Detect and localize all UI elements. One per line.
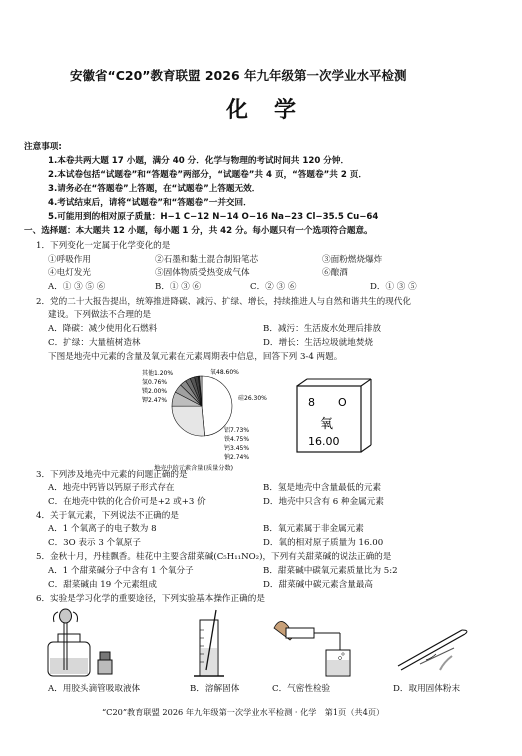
q2-option-d[interactable]: D．增长：生活垃圾就地焚烧	[263, 338, 374, 348]
q1-item-2: ②石墨和黏土混合制铅笔芯	[155, 255, 259, 265]
q6-option-d[interactable]: D．取用固体粉末	[393, 684, 461, 694]
q1-option-a[interactable]: A．① ③ ⑤ ⑥	[48, 282, 106, 292]
oxygen-element-card	[296, 378, 372, 454]
q2-option-b[interactable]: B．减污：生活废水处理后排放	[263, 324, 382, 334]
pie-xlabel: 地壳中的元素含量(质量分数)	[154, 465, 234, 472]
q4-option-d[interactable]: D．氧的相对原子质量为 16.00	[263, 538, 384, 548]
q1-option-b[interactable]: B．① ③ ⑥	[155, 282, 202, 292]
q3-option-b[interactable]: B．氢是地壳中含量最低的元素	[263, 483, 382, 493]
q1-item-6: ⑥酿酒	[322, 268, 348, 278]
q6-option-b[interactable]: B．溶解固体	[190, 684, 240, 694]
q4-stem: 4．关于氧元素，下列说法不正确的是	[36, 511, 179, 521]
q1-item-5: ⑤固体物质受热变成气体	[155, 268, 250, 278]
q4-option-c[interactable]: C．3O 表示 3 个氧原子	[48, 538, 141, 548]
q5-option-d[interactable]: D．甜菜碱中碳元素含量最高	[263, 580, 374, 590]
q5-option-b[interactable]: B．甜菜碱中碳氧元素质量比为 5:2	[263, 566, 398, 576]
pie-label-1: 硅26.30%	[238, 395, 267, 402]
note-2: 2.本试卷包括“试题卷”和“答题卷”两部分，“试题卷”共 4 页，“答题卷”共 2 页．	[48, 170, 367, 180]
q1-option-c[interactable]: C．② ③ ⑥	[250, 282, 297, 292]
pie-label-9: 其他1.20%	[142, 370, 174, 377]
exam-title: 安徽省“C20”教育联盟 2026 年九年级第一次学业水平检测	[70, 68, 407, 83]
q3-stem: 3．下列涉及地壳中元素的问题正确的是	[36, 470, 188, 480]
section-heading: 一、选择题：本大题共 12 小题，每小题 1 分，共 42 分。每小题只有一个选项符合题意。	[24, 226, 373, 236]
q1-option-d[interactable]: D．① ③ ⑤	[370, 282, 417, 292]
pie-label-8: 氢0.76%	[142, 379, 168, 386]
q1-item-1: ①呼吸作用	[48, 255, 91, 265]
q3-option-d[interactable]: D．地壳中只含有 6 种金属元素	[263, 497, 384, 507]
q5-option-c[interactable]: C．甜菜碱由 19 个元素组成	[48, 580, 157, 590]
pie-label-7: 镁2.00%	[142, 388, 168, 395]
note-3: 3.请务必在“答题卷”上答题，在“试题卷”上答题无效．	[48, 184, 261, 194]
note-4: 4.考试结束后，请将“试题卷”和“答题卷”一并交回．	[48, 198, 252, 208]
pie-label-6: 钾2.47%	[142, 397, 168, 404]
element-symbol: O	[338, 396, 347, 409]
figure-powder-into-tube	[390, 610, 470, 680]
figure-airtightness-check	[270, 608, 360, 680]
q3-4-intro: 下图是地壳中元素的含量及氧元素在元素周期表中信息，回答下列 3-4 两题。	[48, 352, 343, 362]
q4-option-b[interactable]: B．氧元素属于非金属元素	[263, 524, 364, 534]
pie-label-3: 铁4.75%	[224, 436, 250, 443]
subject-title: 化学	[226, 97, 323, 123]
q2-stem-line2: 建设。下列做法不合理的是	[48, 310, 152, 320]
pie-label-2: 铝7.73%	[224, 427, 250, 434]
notes-heading: 注意事项:	[24, 142, 62, 152]
pie-label-5: 钠2.74%	[224, 454, 250, 461]
note-1: 1.本卷共两大题 17 小题，满分 40 分．化学与物理的考试时间共 120 分钟．	[48, 156, 350, 166]
element-mass: 16.00	[308, 435, 340, 448]
pie-label-0: 氧48.60%	[210, 369, 239, 376]
note-5: 5.可能用到的相对原子质量：H−1 C−12 N−14 O−16 Na−23 Cl−35.5 Cu−64	[48, 212, 379, 222]
q5-option-a[interactable]: A．1 个甜菜碱分子中含有 1 个氧分子	[48, 566, 194, 576]
q6-stem: 6．实验是学习化学的重要途径，下列实验基本操作正确的是	[36, 594, 265, 604]
element-number: 8	[308, 396, 315, 409]
q6-option-a[interactable]: A．用胶头滴管吸取液体	[48, 684, 141, 694]
q2-option-a[interactable]: A．降碳：减少使用化石燃料	[48, 324, 158, 334]
page-footer: “C20”教育联盟 2026 年九年级第一次学业水平检测 · 化学 第1页（共4页）	[102, 707, 385, 717]
pie-label-4: 钙3.45%	[224, 445, 250, 452]
q5-stem: 5．金秋十月，丹桂飘香。桂花中主要含甜菜碱(C₅H₁₁NO₂)，下列有关甜菜碱的说法正确的是	[36, 552, 392, 562]
figure-dropper-bottle	[42, 606, 122, 680]
figure-cylinder-dissolving	[178, 606, 248, 680]
q1-stem: 1．下列变化一定属于化学变化的是	[36, 241, 171, 251]
element-name: 氧	[320, 417, 334, 432]
q4-option-a[interactable]: A．1 个氧离子的电子数为 8	[48, 524, 157, 534]
q3-option-a[interactable]: A．地壳中钙皆以钙原子形式存在	[48, 483, 175, 493]
q1-item-4: ④电灯发光	[48, 268, 91, 278]
pie-slices	[172, 376, 232, 436]
q3-option-c[interactable]: C．在地壳中铁的化合价可是+2 或+3 价	[48, 497, 206, 507]
q1-item-3: ③面粉燃烧爆炸	[322, 255, 383, 265]
q2-stem-line1: 2．党的二十大报告提出，统筹推进降碳、减污、扩绿、增长，持续推进人与自然和谐共生的现代化	[36, 297, 412, 307]
pie-slice-1	[172, 406, 205, 436]
q6-option-c[interactable]: C．气密性检验	[272, 684, 331, 694]
q2-option-c[interactable]: C．扩绿：大量植树造林	[48, 338, 141, 348]
crust-element-pie-chart	[140, 362, 280, 476]
